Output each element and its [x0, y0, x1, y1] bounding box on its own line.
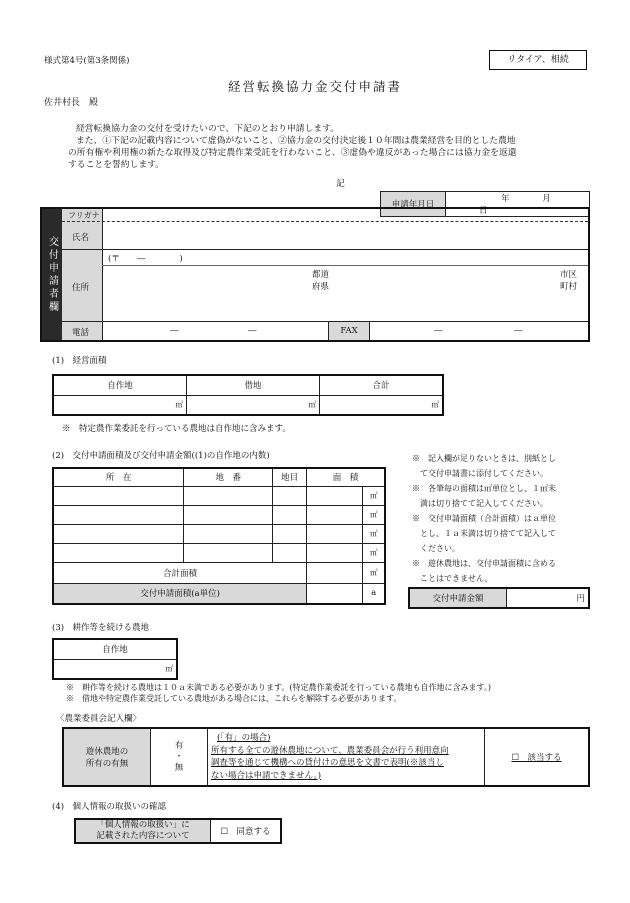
intro-paragraph-1: 経営転換協力金の交付を受けたいので、下記のとおり申請します。	[76, 124, 340, 134]
leased-land-header: 借地	[187, 375, 320, 395]
lot-cell[interactable]	[184, 505, 273, 524]
name-label: 氏名	[72, 233, 90, 243]
lot-cell[interactable]	[184, 486, 273, 505]
category-cell[interactable]	[273, 524, 307, 543]
application-area-table	[52, 467, 386, 605]
divider	[62, 321, 588, 322]
section1-note: ※ 特定農作業委託を行っている農地は自作地に含みます。	[62, 424, 291, 434]
postal-code[interactable]: (〒 ― )	[108, 254, 183, 264]
location-cell[interactable]	[53, 543, 184, 562]
phone-dash-1: ―	[170, 326, 179, 336]
unit-sqm: ㎡	[363, 562, 385, 583]
application-amount-table	[408, 587, 590, 609]
total-area-field[interactable]	[320, 395, 444, 415]
management-area-table	[52, 374, 444, 416]
note-line: ことはできません。	[412, 574, 493, 583]
form-number: 様式第4号(第3条関係)	[44, 56, 130, 66]
category-cell[interactable]	[273, 486, 307, 505]
application-area-field[interactable]	[307, 583, 363, 604]
unit-sqm: ㎡	[363, 505, 385, 524]
furigana-label: フリガナ	[68, 211, 100, 220]
idle-farmland-yes-no[interactable]: 有 ・ 無	[151, 728, 208, 786]
section2-heading: (2) 交付申請面積及び交付申請金額((1)の自作地の内数)	[52, 451, 270, 461]
shiku-label: 市区	[560, 270, 578, 280]
phone-dash-2: ―	[248, 326, 257, 336]
note-line: とし、１ａ未満は切り捨てて記入して	[412, 529, 556, 538]
choson-label: 町村	[560, 282, 578, 292]
area-cell[interactable]	[307, 524, 363, 543]
own-land-area-field[interactable]	[53, 395, 187, 415]
furigana-field[interactable]	[104, 210, 586, 220]
address-field[interactable]	[104, 293, 586, 319]
note-line: ※ 交付申請面積（合計面積）はａ単位	[412, 514, 556, 523]
fuken-label: 府県	[312, 282, 330, 292]
area-cell[interactable]	[307, 486, 363, 505]
note-line: ※ 遊休農地は、交付申請面積に含める	[412, 559, 556, 568]
category-cell[interactable]	[273, 505, 307, 524]
fax-label: FAX	[328, 322, 370, 340]
committee-heading: 〈農業委員会記入欄〉	[56, 714, 142, 724]
todo-label: 都道	[312, 270, 330, 280]
address-label: 住所	[72, 283, 90, 293]
divider	[102, 265, 588, 266]
application-amount-label: 交付申請金額	[409, 588, 507, 608]
section1-heading: (1) 経営面積	[52, 356, 107, 366]
location-cell[interactable]	[53, 505, 184, 524]
intro-line-1: また、①下記の記載内容について虚偽がないこと、②協力金の交付決定後１０年間は農業経営を目的とした農地	[76, 136, 516, 146]
area-header: 面 積	[307, 468, 385, 486]
phone-field[interactable]	[104, 323, 324, 339]
lot-number-header: 地 番	[184, 468, 273, 486]
own-land-header: 自作地	[53, 639, 177, 659]
fax-field[interactable]	[370, 323, 586, 339]
fax-dash-2: ―	[514, 326, 523, 336]
note-line: て交付申請書に添付してください。	[412, 469, 548, 478]
month-label: 月	[542, 194, 551, 204]
unit-a: a	[363, 583, 385, 604]
year-label: 年	[501, 194, 510, 204]
ki-label: 記	[336, 179, 345, 189]
continued-area-field[interactable]	[53, 659, 177, 679]
total-header: 合計	[320, 375, 444, 395]
area-cell[interactable]	[307, 505, 363, 524]
divider	[62, 249, 588, 250]
divider	[102, 209, 103, 340]
section3-note-1: ※ 耕作等を続ける農地は１０ａ未満である必要があります。(特定農作業委託を行っている農地も自作地に含みます。)	[66, 683, 491, 692]
location-cell[interactable]	[53, 486, 184, 505]
intro-line-3: することを誓約します。	[68, 160, 165, 170]
category-box: リタイア、相続	[489, 50, 587, 70]
unit-sqm: ㎡	[363, 524, 385, 543]
location-header: 所 在	[53, 468, 184, 486]
day-label: 日	[479, 206, 488, 216]
application-amount-field[interactable]	[507, 588, 590, 608]
privacy-label: 「個人情報の取扱い」に 記載された内容について	[75, 819, 211, 843]
unit-sqm: ㎡	[363, 486, 385, 505]
land-category-header: 地目	[273, 468, 307, 486]
section3-heading: (3) 耕作等を続ける農地	[52, 623, 150, 633]
committee-table	[62, 727, 590, 787]
agree-checkbox[interactable]: ☐ 同意する	[211, 819, 282, 843]
applicant-side-label: 交付申請者欄	[42, 209, 62, 340]
section2-notes	[412, 451, 556, 586]
yen-unit: 円	[576, 594, 585, 604]
leased-land-area-field[interactable]	[187, 395, 320, 415]
unit-sqm: ㎡	[308, 400, 316, 410]
unit-sqm: ㎡	[175, 400, 183, 410]
applicant-table	[40, 207, 590, 342]
total-area-label: 合計面積	[53, 562, 307, 583]
phone-label: 電話	[72, 328, 90, 338]
lot-cell[interactable]	[184, 543, 273, 562]
own-land-header: 自作地	[53, 375, 187, 395]
total-area-field[interactable]	[307, 562, 363, 583]
intro-line-2: の所有権や利用権の新たな取得及び特定農作業受託を行わないこと、③虚偽や違反があった場合には協力金を返還	[68, 148, 517, 158]
continued-farmland-table	[52, 638, 178, 680]
section3-note-2: ※ 借地や特定農作業受託している農地がある場合には、これらを解除する必要があります。	[66, 694, 402, 703]
unit-sqm: ㎡	[431, 400, 439, 410]
application-area-label: 交付申請面積(a単位)	[53, 583, 307, 604]
form-title: 経営転換協力金交付申請書	[227, 79, 402, 94]
note-line: 満は切り捨てて記入してください。	[412, 499, 548, 508]
note-line: ※ 各筆毎の面積は㎡単位とし、１㎡未	[412, 484, 556, 493]
applicable-checkbox[interactable]: ☐ 該当する	[485, 728, 590, 786]
lot-cell[interactable]	[184, 524, 273, 543]
fax-dash-1: ―	[434, 326, 443, 336]
section4-heading: (4) 個人情報の取扱いの確認	[52, 802, 167, 812]
application-date-label: 申請年月日	[381, 192, 446, 217]
idle-farmland-case-text: (「有」の場合) 所有する全ての遊休農地について、農業委員会が行う利用意向 調査等を通じて機構への貸付けの意思を文書で表明(※該当し ない場合は申請できません。)	[208, 728, 485, 786]
location-cell[interactable]	[53, 524, 184, 543]
name-field[interactable]	[104, 223, 586, 247]
privacy-table	[74, 818, 282, 844]
category-cell[interactable]	[273, 543, 307, 562]
unit-sqm: ㎡	[165, 664, 173, 674]
note-line: ください。	[412, 544, 460, 553]
unit-sqm: ㎡	[363, 543, 385, 562]
divider	[62, 221, 588, 222]
addressee: 佐井村長 殿	[44, 98, 99, 108]
idle-farmland-label: 遊休農地の 所有の有無	[63, 728, 151, 786]
area-cell[interactable]	[307, 543, 363, 562]
note-line: ※ 記入欄が足りないときは、別紙とし	[412, 454, 556, 463]
